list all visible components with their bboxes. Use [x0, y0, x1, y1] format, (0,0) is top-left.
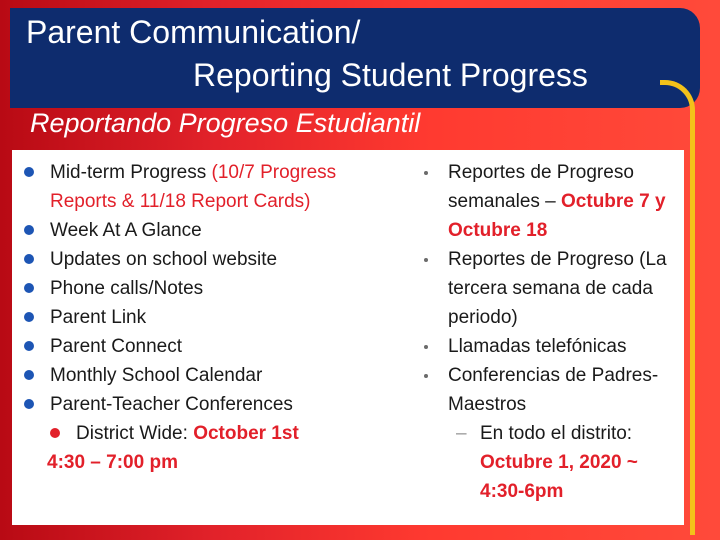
- bullet-icon: [424, 374, 428, 378]
- item-text: Parent Link: [50, 307, 147, 328]
- list-item: [22, 390, 392, 419]
- list-item: [420, 158, 680, 245]
- bullet-icon: [24, 283, 34, 293]
- sub-item-highlight: Octubre 1, 2020 ~ 4:30-6pm: [480, 452, 638, 502]
- list-item: [22, 332, 392, 361]
- sub-item-highlight: October 1st: [193, 423, 299, 444]
- sub-item-time: 4:30 – 7:00 pm: [47, 452, 178, 473]
- sub-item-text: En todo el distrito:: [480, 423, 633, 444]
- item-text: Reportes de Progreso semanales –: [448, 162, 634, 212]
- bullet-icon: [24, 399, 34, 409]
- bullet-icon: [424, 258, 428, 262]
- item-text: Mid-term Progress: [50, 162, 212, 183]
- bullet-icon: [424, 345, 428, 349]
- list-item: [22, 303, 392, 332]
- sub-bullet-icon: [50, 428, 60, 438]
- list-item: [22, 361, 392, 390]
- english-list: [22, 158, 392, 477]
- list-item: [420, 332, 680, 361]
- list-item: [420, 361, 680, 419]
- item-text: Monthly School Calendar: [50, 365, 263, 386]
- bullet-icon: [24, 254, 34, 264]
- item-text: Phone calls/Notes: [50, 278, 204, 299]
- sub-list-item: [420, 419, 680, 506]
- item-text: Parent Connect: [50, 336, 183, 357]
- sub-item-text: District Wide:: [76, 423, 194, 444]
- bullet-icon: [24, 167, 34, 177]
- list-item: [420, 245, 680, 332]
- bullet-icon: [24, 312, 34, 322]
- list-item: [22, 245, 392, 274]
- item-text: Updates on school website: [50, 249, 278, 270]
- bullet-icon: [24, 341, 34, 351]
- list-item: [22, 274, 392, 303]
- slide-title-line1: Parent Communication/: [26, 14, 361, 50]
- item-highlight: (10/7 Progress Reports & 11/18 Report Cards): [50, 162, 337, 212]
- item-text: Parent-Teacher Conferences: [50, 394, 293, 415]
- item-text: Week At A Glance: [50, 220, 202, 241]
- list-item: [22, 216, 392, 245]
- spanish-list: [420, 158, 680, 506]
- item-highlight: Octubre 7 y Octubre 18: [448, 191, 666, 241]
- bullet-icon: [24, 370, 34, 380]
- english-column: [22, 158, 392, 477]
- item-text: Reportes de Progreso (La tercera semana de cada periodo): [448, 249, 667, 328]
- item-text: Llamadas telefónicas: [448, 336, 627, 357]
- spanish-column: [420, 158, 680, 506]
- item-text: Conferencias de Padres-Maestros: [448, 365, 659, 415]
- dash-icon: –: [456, 423, 467, 444]
- list-item: [22, 158, 392, 216]
- bullet-icon: [424, 171, 428, 175]
- slide-title-line2: Reporting Student Progress: [193, 57, 588, 93]
- bullet-icon: [24, 225, 34, 235]
- slide-subtitle: Reportando Progreso Estudiantil: [30, 108, 421, 138]
- sub-list-item: [22, 419, 392, 477]
